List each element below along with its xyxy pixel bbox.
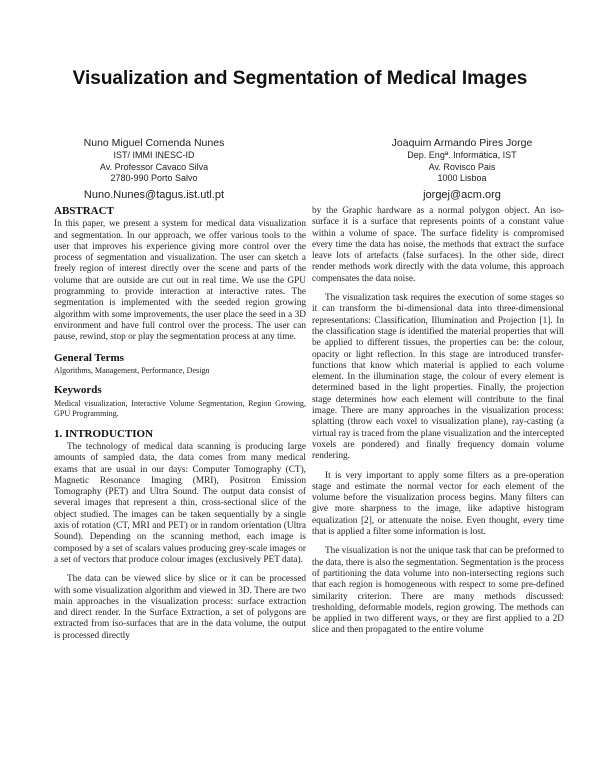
body-paragraph: by the Graphic hardware as a normal polygon object. An iso-surface it is a surface that represents points of a constant value within a volume of space. The surface fidelity is compromised every time the data has noise, the methods that extract the surface leave lots of artefacts (false surfaces). In the other side, direct render methods work directly with the data volume, this approach compensates the data noise. — [312, 206, 564, 284]
left-column — [54, 206, 306, 642]
introduction-paragraph: The technology of medical data scanning is producing large amounts of sampled data, the data comes from many medical exams that are usual in our days: Computer Tomography (CT), Magnetic Resonance Imaging (MRI), Positron Emission Tomography (PET) and Ultra Sound. The output data consist of several images that represent a thin, cross-sectional slice of the object studied. The images can be taken sequentially by a single axis of rotation (CT, MRI and PET) or in random orientation (Ultra Sound). Depending on the scanning method, each image is composed by a set of scalars values producing grey-scale images or a set of vectors that produce colour images (exclusively PET data). — [54, 441, 306, 565]
author-name: Joaquim Armando Pires Jorge — [391, 137, 533, 149]
keywords-heading: Keywords — [54, 384, 102, 397]
author-email[interactable]: jorgej@acm.org — [423, 188, 501, 201]
author-email[interactable]: Nuno.Nunes@tagus.ist.utl.pt — [83, 188, 225, 201]
right-column — [312, 206, 564, 637]
author-city: 2780-990 Porto Salvo — [110, 173, 198, 183]
body-paragraph: It is very important to apply some filters as a pre-operation stage and estimate the normal vector for each element of the volume before the visualization process begins. Many filters can give more sharpness to the image, like adaptive histogram equalization [2], or attenuate the noise. Even thought, every time that is applied a filter some information is lost. — [312, 470, 564, 538]
abstract-text: In this paper, we present a system for medical data visualization and segmentation. In our approach, we offer various tools to the user that improves his experience giving more control over the process of segmentation and visualization. The user can sketch a freely region of interest directly over the scene and parts of the volume that are outside are cut out in real time. We use the GPU programming to provide interaction at interactive rates. The segmentation is implemented with the seeded region growing algorithm with some improvements, the user place the seed in a 3D environment and have full control over the process. The user can pause, rewind, stop or play the segmentation process at any time. — [54, 219, 306, 343]
introduction-paragraph: The data can be viewed slice by slice or it can be processed with some visualization algorithm and viewed in 3D. There are two main approaches in the visualization process: surface extraction and direct render. In the Surface Extraction, a set of polygons are extracted from iso-surfaces that are in the data volume, the output is processed directly — [54, 574, 306, 641]
general-terms-heading: General Terms — [54, 351, 124, 364]
keywords-text: Medical visualization, Interactive Volume Segmentation, Region Growing, GPU Programming. — [54, 398, 306, 419]
author-block-1 — [30, 136, 278, 203]
author-affiliation: IST/ IMMI INESC-ID — [113, 150, 195, 160]
author-affiliation: Dep. Engª. Informática, IST — [407, 150, 517, 160]
author-address: Av. Professor Cavaco Silva — [99, 161, 209, 172]
body-paragraph: The visualization task requires the execution of some stages so it can transform the bi-dimensional data into three-dimensional representations: Classification, Illumination and Projection [1]. In the classification stage is identified the material properties that will be applied to different tissues, the properties can be: the colour, opacity or light reflection. In this stage are introduced transfer-functions that know which material is applied to each volume element. In the illumination stage, the colour of every element is determined based in the light properties. Finally, the projection stage determines how each element will contribute to the final image. There are many approaches in the visualization process: splatting (throw each voxel to visualization plane), ray-casting (a virtual ray is traced from the plane visualization and the intercepted voxels are pondered) and finally frequency domain volume rendering. — [312, 293, 564, 462]
introduction-heading: 1. INTRODUCTION — [54, 427, 154, 440]
abstract-heading: ABSTRACT — [54, 205, 114, 217]
author-block-2 — [338, 136, 586, 203]
general-terms-text: Algorithms, Management, Performance, Design — [54, 365, 210, 375]
body-paragraph: The visualization is not the unique task that can be preformed to the data, there is also the segmentation. Segmentation is the process of partitioning the data volume into non-intersecting regions such that each region is homogeneous with respect to some pre-defined similarity criterion. There are many methods discussed: tresholding, deformable models, region growing. The methods can be applied in two different ways, or they are first applied to a 2D slice and then propagated to the entire volume — [312, 546, 564, 636]
paper-title: Visualization and Segmentation of Medical Images — [72, 68, 528, 89]
author-address: Av. Rovisco Pais — [428, 161, 496, 172]
author-city: 1000 Lisboa — [437, 173, 487, 183]
author-name: Nuno Miguel Comenda Nunes — [83, 137, 225, 149]
